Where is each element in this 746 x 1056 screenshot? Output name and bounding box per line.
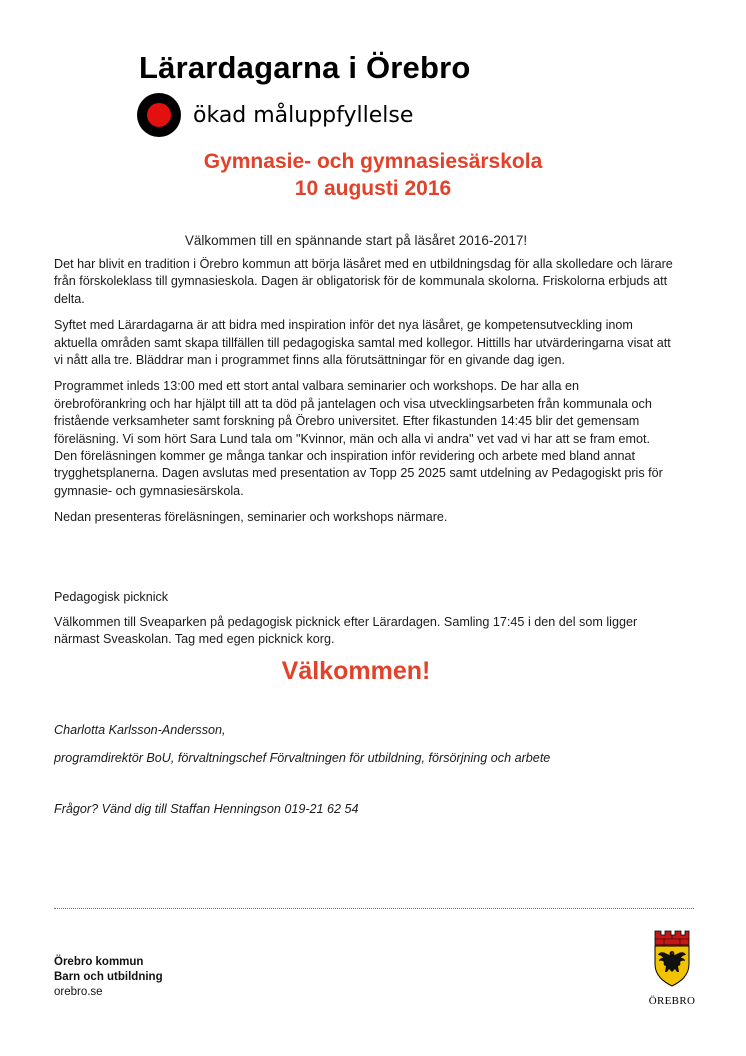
logo-circle-icon bbox=[137, 93, 181, 137]
coat-of-arms-icon bbox=[652, 927, 692, 989]
signature-name: Charlotta Karlsson-Andersson, bbox=[54, 723, 226, 737]
footer-site: orebro.se bbox=[54, 986, 103, 998]
body-text bbox=[54, 256, 674, 536]
paragraph: Det har blivit en tradition i Örebro kommun att börja läsåret med en utbildningsdag för alla skolledare och lärare från förskoleklass till gymnasieskola. Dagen är obligatorisk för de kommunala skolorna. Friskolorna erbjuds att delta. bbox=[54, 257, 673, 306]
subtitle-row bbox=[137, 93, 413, 137]
picnic-heading: Pedagogisk picknick bbox=[54, 590, 169, 604]
picnic-text: Välkommen till Sveaparken på pedagogisk picknick efter Lärardagen. Samling 17:45 i den del som ligger närmast Sveaskolan. Tag med egen picknick korg. bbox=[54, 615, 638, 647]
paragraph: Programmet inleds 13:00 med ett stort antal valbara seminarier och workshops. De har alla en örebroförankring och har hjälpt till att ta död på jantelagen och visa utvecklingsarbeten från kommunala och fristående verksamheter samt forskning på Örebro universitet. Efter fikastunden 14:45 blir det gemensam föreläsning. Vi som hört Sara Lund tala om "Kvinnor, män och alla vi andra" vet vad vi har att se fram emot. Den föreläsningen kommer ge många tankar och inspiration inför revidering och arbete med bland annat trygghetsplanerna. Dagen avslutas med presentation av Topp 25 2025 samt utdelning av Pedagogiskt pris för gymnasie- och gymnasiesärskola. bbox=[54, 379, 663, 498]
welcome-heading: Välkommen! bbox=[281, 657, 431, 685]
subtitle: ökad måluppfyllelse bbox=[193, 102, 414, 128]
paragraph: Syftet med Lärardagarna är att bidra med inspiration inför det nya läsåret, ge kompetensutveckling inom aktuella områden samt skapa tillfällen till pedagogiska samtal med kollegor. Hittills har utvärderingarna visat att vi nått alla tre. Bläddrar man i programmet finns alla förutsättningar för en givande dag igen. bbox=[54, 318, 671, 368]
crest bbox=[646, 927, 698, 1007]
intro-line: Välkommen till en spännande start på läsåret 2016-2017! bbox=[184, 233, 528, 248]
event-school: Gymnasie- och gymnasiesärskola bbox=[203, 150, 543, 173]
paragraph: Nedan presenteras föreläsningen, seminarier och workshops närmare. bbox=[54, 510, 448, 525]
footer bbox=[54, 955, 163, 1000]
event-heading bbox=[0, 148, 746, 202]
footer-dept: Barn och utbildning bbox=[54, 971, 163, 983]
page-title: Lärardagarna i Örebro bbox=[139, 50, 471, 85]
footer-org: Örebro kommun bbox=[54, 956, 144, 968]
event-date: 10 augusti 2016 bbox=[294, 177, 452, 200]
crest-label: ÖREBRO bbox=[648, 995, 696, 1007]
footer-divider bbox=[54, 908, 694, 909]
contact-line: Frågor? Vänd dig till Staffan Henningson 019-21 62 54 bbox=[54, 802, 359, 816]
signature-role: programdirektör BoU, förvaltningschef Förvaltningen för utbildning, försörjning och arbete bbox=[54, 751, 551, 765]
